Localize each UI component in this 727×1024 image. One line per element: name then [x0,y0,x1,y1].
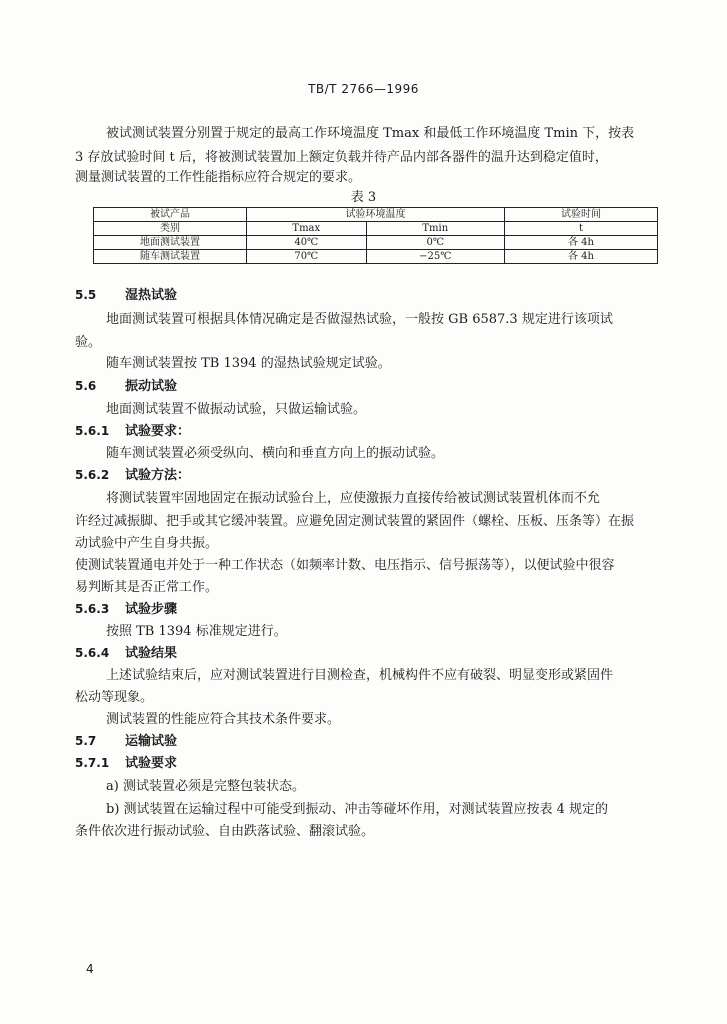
section-5-5-heading [75,284,177,303]
section-number: 5.7.1 [75,756,110,770]
section-title: 试验结果 [125,646,178,661]
section-number: 5.6.2 [75,468,110,482]
section-title: 试验步骤 [125,602,178,617]
table-header-cell: 被试产品 [94,208,247,222]
section-number: 5.5 [75,288,97,302]
paragraph-line: 随车测试装置按 TB 1394 的湿热试验规定试验。 [106,356,391,371]
list-item-a: a) 测试装置必须是完整包装状态。 [106,779,305,794]
table-header-cell: Tmax [247,222,367,236]
table-header-cell: 试验环境温度 [247,208,505,222]
paragraph-line: 松动等现象。 [75,690,154,705]
section-number: 5.7 [75,734,97,748]
section-title: 振动试验 [125,379,178,394]
table-header-cell: 类别 [94,222,247,236]
table-row [94,250,658,264]
paragraph-line: 使测试装置通电并处于一种工作状态（如频率计数、电压指示、信号振荡等），以便试验中很容 [75,558,615,573]
table-cell: 地面测试装置 [94,236,247,250]
table-cell: 随车测试装置 [94,250,247,264]
section-title: 试验方法： [125,468,191,483]
paragraph-line: 易判断其是否正常工作。 [75,580,219,595]
table-row [94,236,658,250]
table-3 [93,207,658,264]
section-title: 运输试验 [125,734,178,749]
section-number: 5.6.1 [75,424,110,438]
section-5-6-3-heading [75,598,177,617]
paragraph-line: 测试装置的性能应符合其技术条件要求。 [106,712,341,727]
table-header-cell: t [505,222,658,236]
section-number: 5.6 [75,379,97,393]
section-number: 5.6.4 [75,646,110,660]
paragraph-line: 动试验中产生自身共振。 [75,536,219,551]
list-item-b-continued: 条件依次进行振动试验、自由跌落试验、翻滚试验。 [75,824,375,839]
paragraph-line: 按照 TB 1394 标准规定进行。 [106,624,287,639]
section-title: 湿热试验 [125,288,178,303]
table-cell: 各 4h [505,250,658,264]
section-number: 5.6.3 [75,602,110,616]
table-cell: 0℃ [366,236,504,250]
table-cell: 40℃ [247,236,367,250]
standard-header: TB/T 2766—1996 [308,82,419,96]
table-cell: 70℃ [247,250,367,264]
intro-line-2: 3 存放试验时间 t 后，将被测试装置加上额定负载并待产品内部各器件的温升达到稳定值时， [75,150,608,165]
table-cell: 各 4h [505,236,658,250]
section-5-7-heading [75,730,177,749]
section-title: 试验要求： [125,424,191,439]
intro-line-3: 测量测试装置的工作性能指标应符合规定的要求。 [75,170,362,185]
paragraph-line: 地面测试装置可根据具体情况确定是否做湿热试验，一般按 GB 6587.3 规定进行该项试 [106,312,613,327]
paragraph-line: 地面测试装置不做振动试验，只做运输试验。 [106,402,367,417]
table-header-cell: Tmin [366,222,504,236]
table-cell: −25℃ [366,250,504,264]
paragraph-line: 上述试验结束后，应对测试装置进行目测检查，机械构件不应有破裂、明显变形或紧固件 [106,668,614,683]
table-caption: 表 3 [350,190,377,205]
section-5-6-4-heading [75,642,177,661]
paragraph-line: 许经过减振脚、把手或其它缓冲装置。应避免固定测试装置的紧固件（螺栓、压板、压条等）在振 [75,514,635,529]
list-item-b: b) 测试装置在运输过程中可能受到振动、冲击等碰坏作用，对测试装置应按表 4 规定的 [106,802,609,817]
table-header-row-1 [94,208,658,222]
paragraph-line: 将测试装置牢固地固定在振动试验台上，应使激振力直接传给被试测试装置机体而不允 [106,491,601,506]
paragraph-line: 随车测试装置必须受纵向、横向和垂直方向上的振动试验。 [106,446,445,461]
section-5-6-heading [75,375,177,394]
section-5-6-1-heading [75,420,190,439]
section-5-7-1-heading [75,752,177,771]
section-5-6-2-heading [75,464,190,483]
intro-line-1: 被试测试装置分别置于规定的最高工作环境温度 Tmax 和最低工作环境温度 Tmin 下，按表 [106,126,635,141]
section-title: 试验要求 [125,756,178,771]
table-header-cell: 试验时间 [505,208,658,222]
table-header-row-2 [94,222,658,236]
paragraph-line: 验。 [75,335,102,350]
page-number: 4 [86,962,94,976]
